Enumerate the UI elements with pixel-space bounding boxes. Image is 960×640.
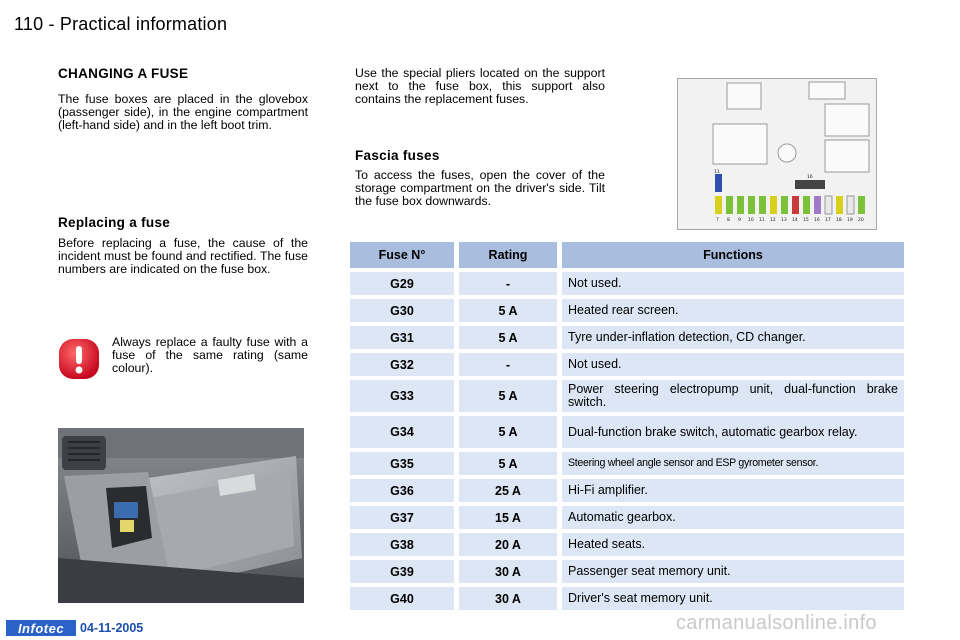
- fuse-number: G30: [350, 299, 454, 322]
- fuse-number: G29: [350, 272, 454, 295]
- fuse-function: Steering wheel angle sensor and ESP gyrometer sensor.: [562, 452, 904, 475]
- fuse-rating: 20 A: [459, 533, 557, 556]
- table-row: [350, 416, 904, 448]
- fuse-label: 16: [814, 218, 820, 223]
- fuse-label: 9: [738, 218, 741, 223]
- fuse-rating: 5 A: [459, 326, 557, 349]
- fuse-function: Driver's seat memory unit.: [562, 587, 904, 610]
- fuse-rating: 15 A: [459, 506, 557, 529]
- fuse-number: G39: [350, 560, 454, 583]
- fuse-label: 17: [825, 218, 831, 223]
- fuse-label: 15: [803, 218, 809, 223]
- watermark-site: carmanualsonline.info: [676, 612, 877, 634]
- fuse-rating: 5 A: [459, 299, 557, 322]
- fuse-number: G37: [350, 506, 454, 529]
- fuse-function: Heated rear screen.: [562, 299, 904, 322]
- table-row: [350, 587, 904, 610]
- fuse-rating: 5 A: [459, 416, 557, 448]
- fuse-label: 7: [716, 218, 719, 223]
- fuse-number: G34: [350, 416, 454, 448]
- fuse-number: G32: [350, 353, 454, 376]
- fuse-label: 11: [759, 218, 765, 223]
- fuse-function: Heated seats.: [562, 533, 904, 556]
- fuse-number: G40: [350, 587, 454, 610]
- para-fuse-boxes: The fuse boxes are placed in the glovebox (passenger side), in the engine compartment (left-hand side) and in the left boot trim.: [58, 92, 308, 132]
- fuse-number: G38: [350, 533, 454, 556]
- footer-date: 04-11-2005: [80, 621, 144, 635]
- para-fascia-fuses: To access the fuses, open the cover of the storage compartment on the driver's side. Tilt the fuse box downwards.: [355, 168, 605, 208]
- fuse-function: Power steering electropump unit, dual-function brake switch.: [562, 380, 904, 412]
- table-row: [350, 299, 904, 322]
- heading-changing-a-fuse: CHANGING A FUSE: [58, 66, 189, 81]
- fuse-function: Not used.: [562, 272, 904, 295]
- fuse-label-top-16: 16: [807, 175, 813, 180]
- heading-replacing-a-fuse: Replacing a fuse: [58, 215, 171, 230]
- fuse-rating: 25 A: [459, 479, 557, 502]
- page-title: 110 - Practical information: [14, 14, 228, 34]
- fuse-label: 20: [858, 218, 864, 223]
- fuse-function: Dual-function brake switch, automatic gearbox relay.: [562, 416, 904, 448]
- fuse-label: 12: [770, 218, 776, 223]
- fuse-rating: 5 A: [459, 452, 557, 475]
- fuse-function: Not used.: [562, 353, 904, 376]
- fuse-table: [350, 242, 904, 614]
- table-row: [350, 560, 904, 583]
- fuse-rating: -: [459, 272, 557, 295]
- fuse-function: Tyre under-inflation detection, CD changer.: [562, 326, 904, 349]
- fuse-function: Automatic gearbox.: [562, 506, 904, 529]
- fuse-rating: 5 A: [459, 380, 557, 412]
- table-row: [350, 272, 904, 295]
- fuse-number: G33: [350, 380, 454, 412]
- infotec-logo: Infotec: [6, 620, 76, 636]
- table-row: [350, 380, 904, 412]
- glovebox-photo: [58, 428, 304, 603]
- header-functions: Functions: [562, 242, 904, 268]
- fuse-label: 14: [792, 218, 798, 223]
- table-row: [350, 353, 904, 376]
- warning-exclamation-icon: [58, 338, 100, 380]
- fuse-number: G31: [350, 326, 454, 349]
- header-fuse-number: Fuse N°: [350, 242, 454, 268]
- fuse-rating: 30 A: [459, 587, 557, 610]
- warning-text: Always replace a faulty fuse with a fuse of the same rating (same colour).: [112, 335, 308, 375]
- fuse-function: Hi-Fi amplifier.: [562, 479, 904, 502]
- header-rating: Rating: [459, 242, 557, 268]
- table-row: [350, 479, 904, 502]
- fuse-box-diagram: [677, 78, 877, 230]
- table-row: [350, 533, 904, 556]
- table-row: [350, 506, 904, 529]
- fuse-label-top-11: 11: [714, 170, 720, 175]
- fuse-number: G35: [350, 452, 454, 475]
- para-special-pliers: Use the special pliers located on the support next to the fuse box, this support also contains the replacement fuses.: [355, 66, 605, 106]
- fuse-number: G36: [350, 479, 454, 502]
- fuse-rating: 30 A: [459, 560, 557, 583]
- fuse-label: 8: [727, 218, 730, 223]
- para-replacing-a-fuse: Before replacing a fuse, the cause of the incident must be found and rectified. The fuse numbers are indicated on the fuse box.: [58, 236, 308, 276]
- fuse-label: 18: [836, 218, 842, 223]
- table-header-row: [350, 242, 904, 268]
- fuse-rating: -: [459, 353, 557, 376]
- table-row: [350, 326, 904, 349]
- fuse-function: Passenger seat memory unit.: [562, 560, 904, 583]
- fuse-label: 10: [748, 218, 754, 223]
- heading-fascia-fuses: Fascia fuses: [355, 148, 440, 163]
- fuse-label: 13: [781, 218, 787, 223]
- table-row: [350, 452, 904, 475]
- fuse-label: 19: [847, 218, 853, 223]
